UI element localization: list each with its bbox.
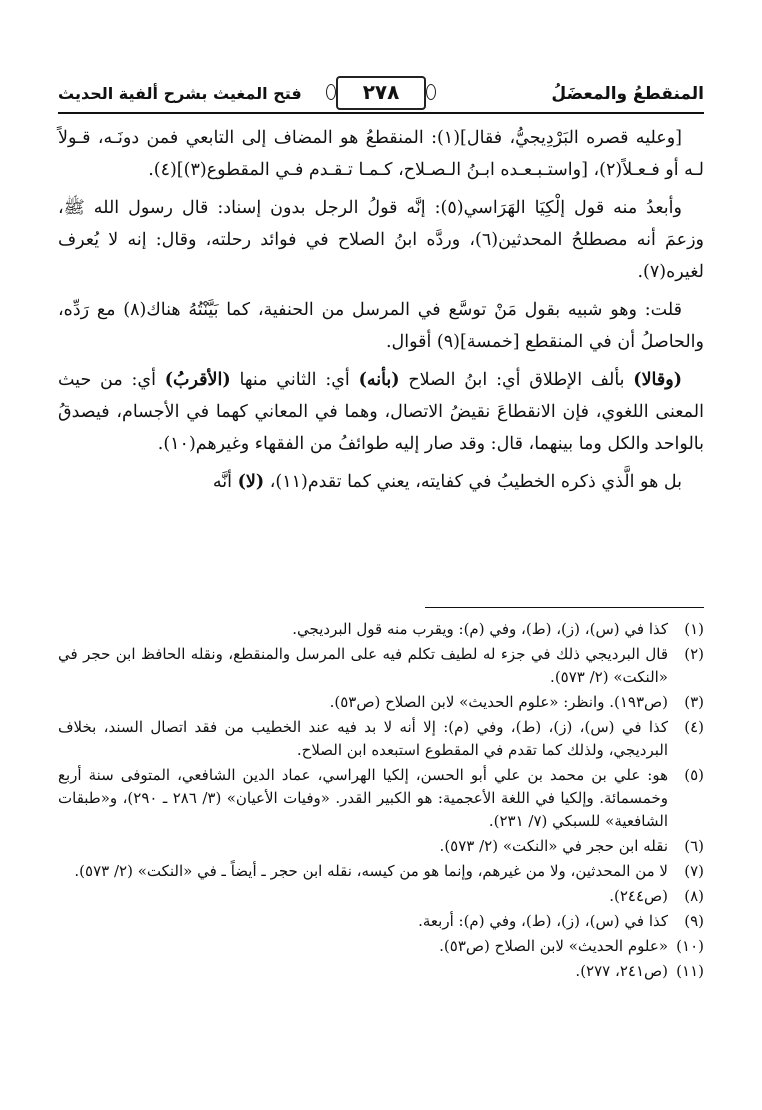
commentary-text: بألف الإطلاق أي: ابنُ الصلاح xyxy=(399,370,634,390)
footnote-text: لا من المحدثين، ولا من غيرهم، وإنما هو من كيسه، نقله ابن حجر ـ أيضاً ـ في «النكت» (٢/ ٥٧٣). xyxy=(74,862,668,880)
footnote-text: «علوم الحديث» لابن الصلاح (ص٥٣). xyxy=(439,937,668,955)
paragraph-4 xyxy=(58,364,704,460)
commentary-text: أي: الثاني منها xyxy=(230,370,359,390)
paragraph-3: قلت: وهو شبيه بقول مَنْ توسَّع في المرسل من الحنفية، كما بَيَّنْتُهُ هناك(٨) مع رَدِّه، والحاصلُ أن في المنقطع [خمسة](٩) أقوال. xyxy=(58,300,704,352)
footnote xyxy=(58,835,704,858)
book-title: فتح المغيث بشرح ألفية الحديث xyxy=(58,84,302,103)
footnote-number: (٦) xyxy=(684,837,704,855)
footnote-text: كذا في (س)، (ز)، (ط)، وفي (م): أربعة. xyxy=(418,912,668,930)
paragraph-2: وأبعدُ منه قول إلْكِيَا الهَرَاسي(٥): إنَّه قولُ الرجل بدون إسناد: قال رسول الله ﷺ، وزعمَ أنه مصطلحُ المحدثين(٦)، وردَّه ابنُ الصلاح في فوائد رحلته، وقال: إنه لا يُعرف لغيره(٧). xyxy=(58,198,704,282)
footnote xyxy=(58,860,704,883)
paragraph-5 xyxy=(58,466,704,498)
footnote-text: نقله ابن حجر في «النكت» (٢/ ٥٧٣). xyxy=(439,837,668,855)
footnote-number: (٩) xyxy=(684,912,704,930)
footnote-text: هو: علي بن محمد بن علي أبو الحسن، إلكيا الهراسي، عماد الدين الشافعي، المتوفى سنة أربع وخمسمائة. وإلكيا في اللغة الأعجمية: هو الكبير القدر. «وفيات الأعيان» (٣/ ٢٨٦ ـ ٢٩٠)، و«طبقات الشافعية» للسبكي (٧/ ٢٣١). xyxy=(58,766,668,830)
header-rule xyxy=(58,112,704,114)
footnote-text: (ص٢٤١، ٢٧٧). xyxy=(575,962,668,980)
footnote-text: (ص١٩٣). وانظر: «علوم الحديث» لابن الصلاح (ص٥٣). xyxy=(329,693,668,711)
footnote xyxy=(58,764,704,833)
commentary-text: أي: من حيث المعنى اللغوي، فإن الانقطاعَ نقيضُ الاتصال، وهما في المعاني كهما في الأجسام، فيصدقُ بالواحد والكل وما بينهما، قال: وقد صار إليه طوائفُ من الفقهاء وغيرهم(١٠). xyxy=(58,370,704,454)
commentary-text: بل هو الَّذي ذكره الخطيبُ في كفايته، يعني كما تقدم(١١)، xyxy=(264,472,682,492)
footnote-separator xyxy=(425,607,704,608)
commentary-text: أنَّه xyxy=(212,472,238,492)
matn-term: (بأنه) xyxy=(358,370,400,390)
footnote xyxy=(58,885,704,908)
footnote-number: (١٠) xyxy=(676,937,704,955)
footnotes xyxy=(58,618,704,985)
footnote-text: (ص٢٤٤). xyxy=(609,887,668,905)
page-number: ٢٧٨ xyxy=(336,76,426,110)
footnote xyxy=(58,935,704,958)
footnote-number: (١) xyxy=(684,620,704,638)
chapter-title: المنقطعُ والمعضَلُ xyxy=(551,84,704,104)
matn-term: (لا) xyxy=(237,472,265,492)
footnote xyxy=(58,960,704,983)
matn-term: (الأقربُ) xyxy=(164,370,231,390)
footnote-text: كذا في (س)، (ز)، (ط)، وفي (م): إلا أنه لا بد فيه عند الخطيب من فقد اتصال السند، بخلاف البرديجي، ولذلك كما تقدم في المقطوع استبعده ابن الصلاح. xyxy=(58,718,668,759)
paragraph-1: [وعليه قصره البَرْدِيجيُّ، فقال](١): المنقطعُ هو المضاف إلى التابعي فمن دونَـه، قـولاً لـه أو فـعـلاً(٢)، [واستـبـعـده ابـنُ الـصـلاح، كـمـا تـقـدم فـي المقطوع(٣)](٤). xyxy=(58,128,704,180)
footnote-number: (١١) xyxy=(676,962,704,980)
footnote-number: (٧) xyxy=(684,862,704,880)
matn-term: (وقالا) xyxy=(633,370,682,390)
footnote-number: (٥) xyxy=(684,766,704,784)
footnote xyxy=(58,716,704,762)
footnote-number: (٣) xyxy=(684,693,704,711)
running-header xyxy=(58,76,704,110)
footnote xyxy=(58,691,704,714)
footnote xyxy=(58,643,704,689)
footnote-number: (٤) xyxy=(684,718,704,736)
footnote-text: كذا في (س)، (ز)، (ط)، وفي (م): ويقرب منه قول البرديجي. xyxy=(292,620,668,638)
footnote-text: قال البرديجي ذلك في جزء له لطيف تكلم فيه على المرسل والمنقطع، ونقله الحافظ ابن حجر في «النكت» (٢/ ٥٧٣). xyxy=(58,645,668,686)
footnote-number: (٨) xyxy=(684,887,704,905)
footnote xyxy=(58,910,704,933)
footnote-number: (٢) xyxy=(684,645,704,663)
footnote xyxy=(58,618,704,641)
main-text xyxy=(58,122,704,504)
